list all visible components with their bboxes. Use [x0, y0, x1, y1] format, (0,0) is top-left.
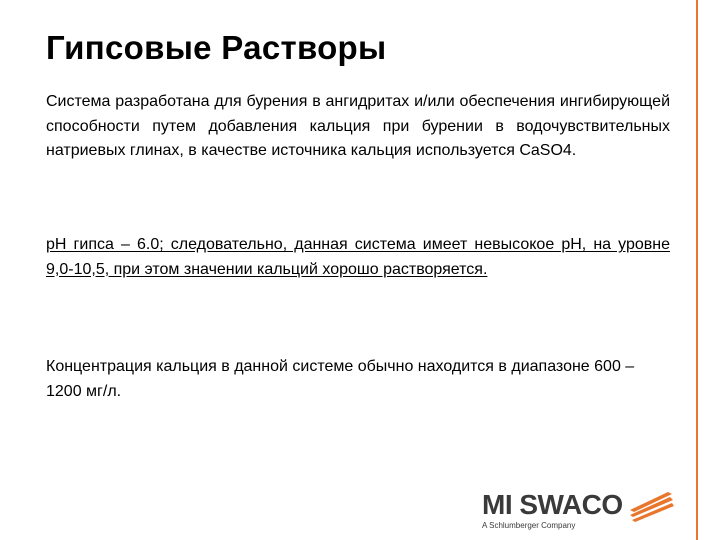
mi-swaco-logo — [480, 484, 675, 532]
logo-tagline-text: A Schlumberger Company — [482, 521, 576, 530]
slide-title: Гипсовые Растворы — [46, 29, 387, 66]
accent-bar — [696, 0, 698, 540]
logo-brand-text: MI SWACO — [482, 489, 623, 520]
paragraph-ph-text: pH гипса – 6.0; следовательно, данная система имеет невысокое pH, на уровне 9,0-10,5, при этом значении кальций хорошо растворяется. — [46, 236, 670, 278]
paragraph-ph-info — [46, 233, 670, 282]
logo-swoosh-icon — [630, 492, 674, 522]
paragraph-system-description: Система разработана для бурения в ангидритах и/или обеспечения ингибирующей способности путем добавления кальция при бурении в водочувствительных натриевых глинах, в качестве источника кальция используется CaSO4. — [46, 93, 670, 159]
paragraph-calcium-concentration: Концентрация кальция в данной системе обычно находится в диапазоне 600 – 1200 мг/л. — [46, 358, 635, 400]
